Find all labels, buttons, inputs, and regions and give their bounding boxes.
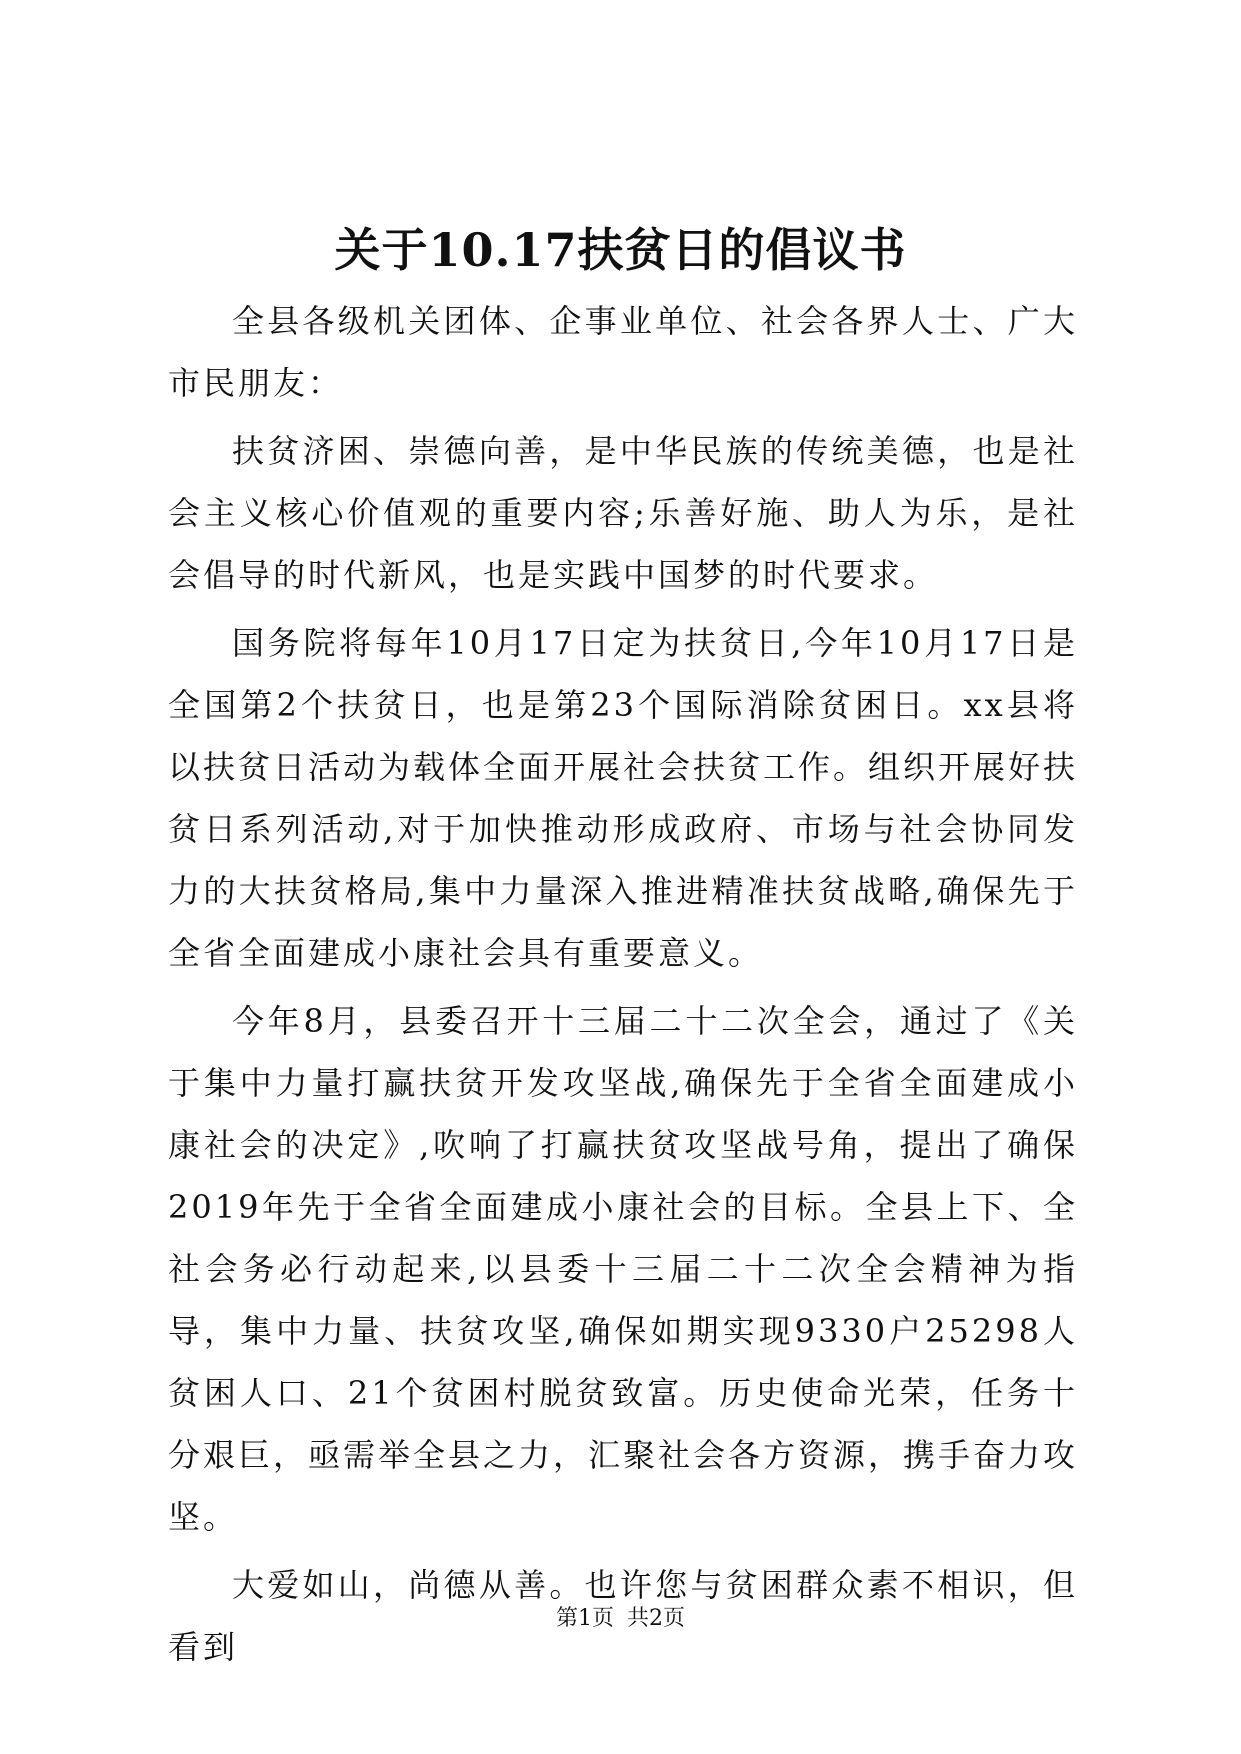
salutation: 全县各级机关团体、企事业单位、社会各界人士、广大市民朋友： [168, 302, 1078, 402]
paragraph-4: 大爱如山，尚德从善。也许您与贫困群众素不相识，但看到 [168, 1566, 1078, 1666]
document-body [168, 290, 1078, 1684]
paragraph-2: 国务院将每年10月17日定为扶贫日,今年10月17日是全国第2个扶贫日，也是第23个国际消除贫困日。xx县将以扶贫日活动为载体全面开展社会扶贫工作。组织开展好扶贫日系列活动,对于加快推动形成政府、市场与社会协同发力的大扶贫格局,集中力量深入推进精准扶贫战略,确保先于全省全面建成小康社会具有重要意义。 [168, 624, 1079, 972]
paragraph-1: 扶贫济困、崇德向善，是中华民族的传统美德，也是社会主义核心价值观的重要内容;乐善好施、助人为乐，是社会倡导的时代新风，也是实践中国梦的时代要求。 [168, 432, 1078, 594]
document-title: 关于10.17扶贫日的倡议书 [334, 223, 907, 277]
page-footer [0, 1604, 1241, 1634]
page-number: 第1页 [556, 1606, 614, 1631]
paragraph-3: 今年8月，县委召开十三届二十二次全会，通过了《关于集中力量打赢扶贫开发攻坚战,确保先于全省全面建成小康社会的决定》,吹响了打赢扶贫攻坚战号角，提出了确保2019年先于全省全面建成小康社会的目标。全县上下、全社会务必行动起来,以县委十三届二十二次全会精神为指导，集中力量、扶贫攻坚,确保如期实现9330户25298人贫困人口、21个贫困村脱贫致富。历史使命光荣，任务十分艰巨，亟需举全县之力，汇聚社会各方资源，携手奋力攻坚。 [168, 1002, 1079, 1536]
page-total: 共2页 [627, 1606, 685, 1631]
